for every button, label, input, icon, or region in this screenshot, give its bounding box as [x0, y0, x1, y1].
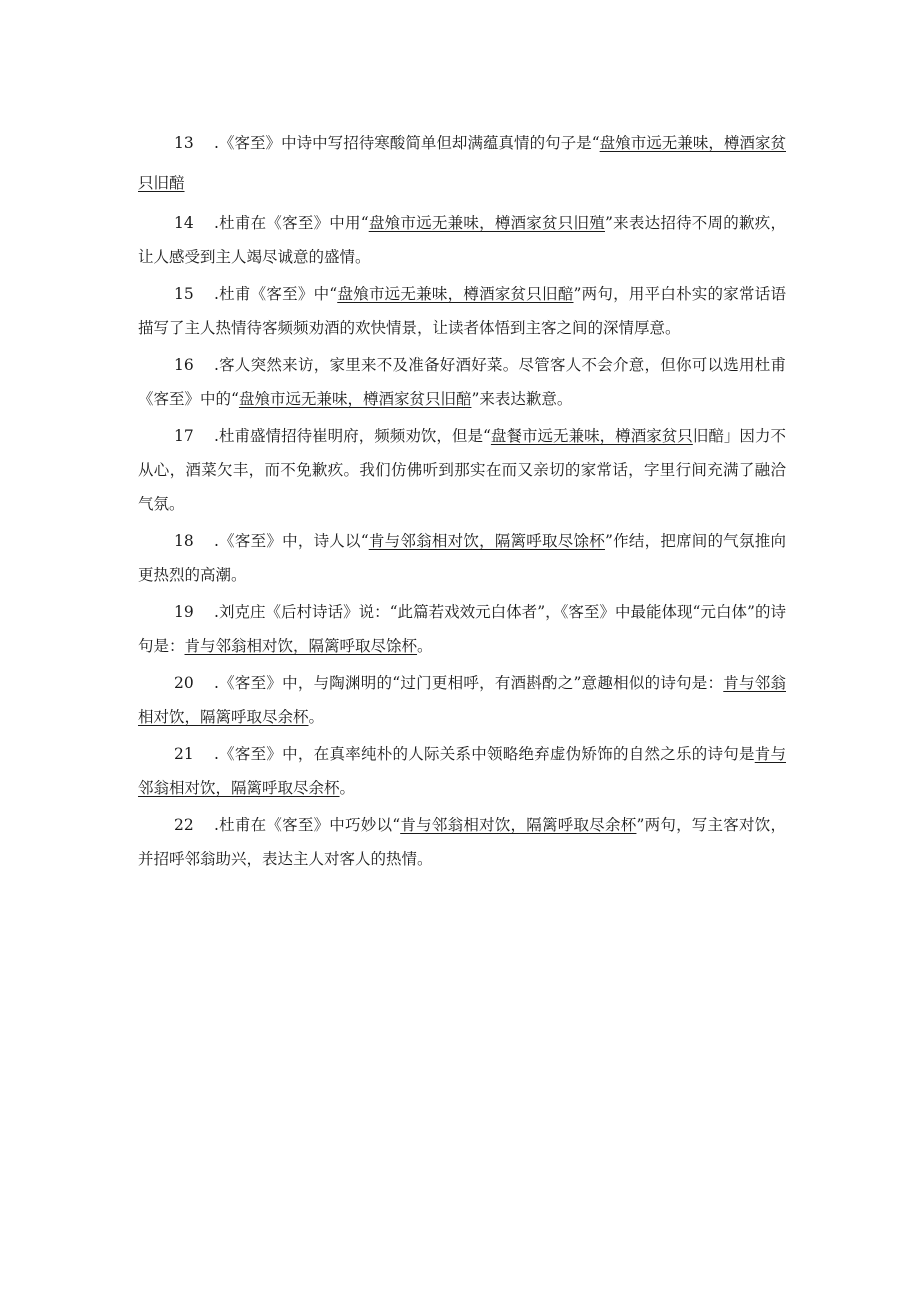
question-13: [138, 123, 786, 203]
item-number: 22: [174, 816, 194, 834]
answer-quote: 肯与邻翁相对饮，隔篱呼取尽余杯: [400, 816, 637, 834]
item-number: 15: [174, 285, 194, 303]
question-20: [138, 666, 786, 734]
item-text-after: 。: [339, 779, 356, 797]
item-text-before: .《客至》中，在真率纯朴的人际关系中领略绝弃虚伪矫饰的自然之乐的诗句是: [214, 745, 755, 763]
question-18: [138, 524, 786, 592]
answer-quote: 肯与邻翁相对饮，隔篱呼取尽馀杯: [368, 532, 605, 550]
question-21: [138, 737, 786, 805]
item-text-before: .杜甫在《客至》中巧妙以“: [214, 816, 401, 834]
item-text-after: ”两句，用平白朴实的家常话语描写了主人热情待客频频劝酒的欢快情景，让读者体悟到主客之间的深情厚意。: [138, 285, 786, 337]
item-text-after: ”作结，把席间的气氛推向更热烈的高潮。: [138, 532, 786, 584]
answer-quote: 肯与邻翁相对饮，隔篱呼取尽馀杯: [184, 637, 418, 655]
question-16: [138, 348, 786, 416]
item-text-after: ”两句，写主客对饮，并招呼邻翁助兴，表达主人对客人的热情。: [138, 816, 786, 868]
item-text-after: 旧醅」因力不从心，酒菜欠丰，而不免歉疚。我们仿佛听到那实在而又亲切的家常话，字里行间充满了融洽气氛。: [138, 427, 786, 513]
item-text-before: .《客至》中，诗人以“: [214, 532, 369, 550]
item-number: 17: [174, 427, 194, 445]
item-text-before: .《客至》中，与陶渊明的“过门更相呼，有酒斟酌之”意趣相似的诗句是：: [214, 674, 724, 692]
question-15: [138, 277, 786, 345]
item-number: 16: [174, 356, 194, 374]
item-text-before: .刘克庄《后村诗话》说：“此篇若戏效元白体者”，《客至》中最能体现“元白体”的诗句是：: [138, 603, 786, 655]
item-text-after: ”来表达歉意。: [471, 390, 573, 408]
question-19: [138, 595, 786, 663]
document-page: [138, 123, 786, 879]
item-number: 19: [174, 603, 194, 621]
item-text-after: 。: [417, 637, 433, 655]
answer-quote: 盘飧市远无兼味，樽酒家贫只旧醅: [337, 285, 574, 303]
answer-quote: 肯与邻翁相对饮，隔篱呼取尽余杯: [138, 745, 786, 797]
answer-quote: 盘餐市远无兼味，樽酒家贫只: [490, 427, 693, 445]
question-17: [138, 419, 786, 521]
item-text-before: .《客至》中诗中写招待寒酸简单但却满蕴真情的句子是“: [214, 134, 600, 152]
question-22: [138, 808, 786, 876]
answer-quote: 肯与邻翁相对饮，隔篱呼取尽余杯: [138, 674, 786, 726]
item-text-before: .杜甫在《客至》中用“: [214, 214, 369, 232]
item-text-before: .客人突然来访，家里来不及准备好酒好菜。尽管客人不会介意，但你可以选用杜甫《客至》中的“: [138, 356, 786, 408]
item-text-after: ”来表达招待不周的歉疚，让人感受到主人竭尽诚意的盛情。: [138, 214, 786, 266]
item-number: 14: [174, 214, 194, 232]
item-text-before: .杜甫盛情招待崔明府，频频劝饮，但是“: [214, 427, 491, 445]
answer-quote: 盘飧市远无兼味，樽酒家贫只旧醅: [138, 134, 786, 192]
item-number: 20: [174, 674, 194, 692]
item-text-after: 。: [308, 708, 325, 726]
item-number: 13: [174, 134, 194, 152]
answer-quote: 盘飧市远无兼味，樽酒家贫只旧殖: [368, 214, 605, 232]
item-text-before: .杜甫《客至》中“: [214, 285, 338, 303]
item-number: 21: [174, 745, 194, 763]
question-14: [138, 206, 786, 274]
item-number: 18: [174, 532, 194, 550]
answer-quote: 盘飧市远无兼味，樽酒家贫只旧醅: [238, 390, 472, 408]
